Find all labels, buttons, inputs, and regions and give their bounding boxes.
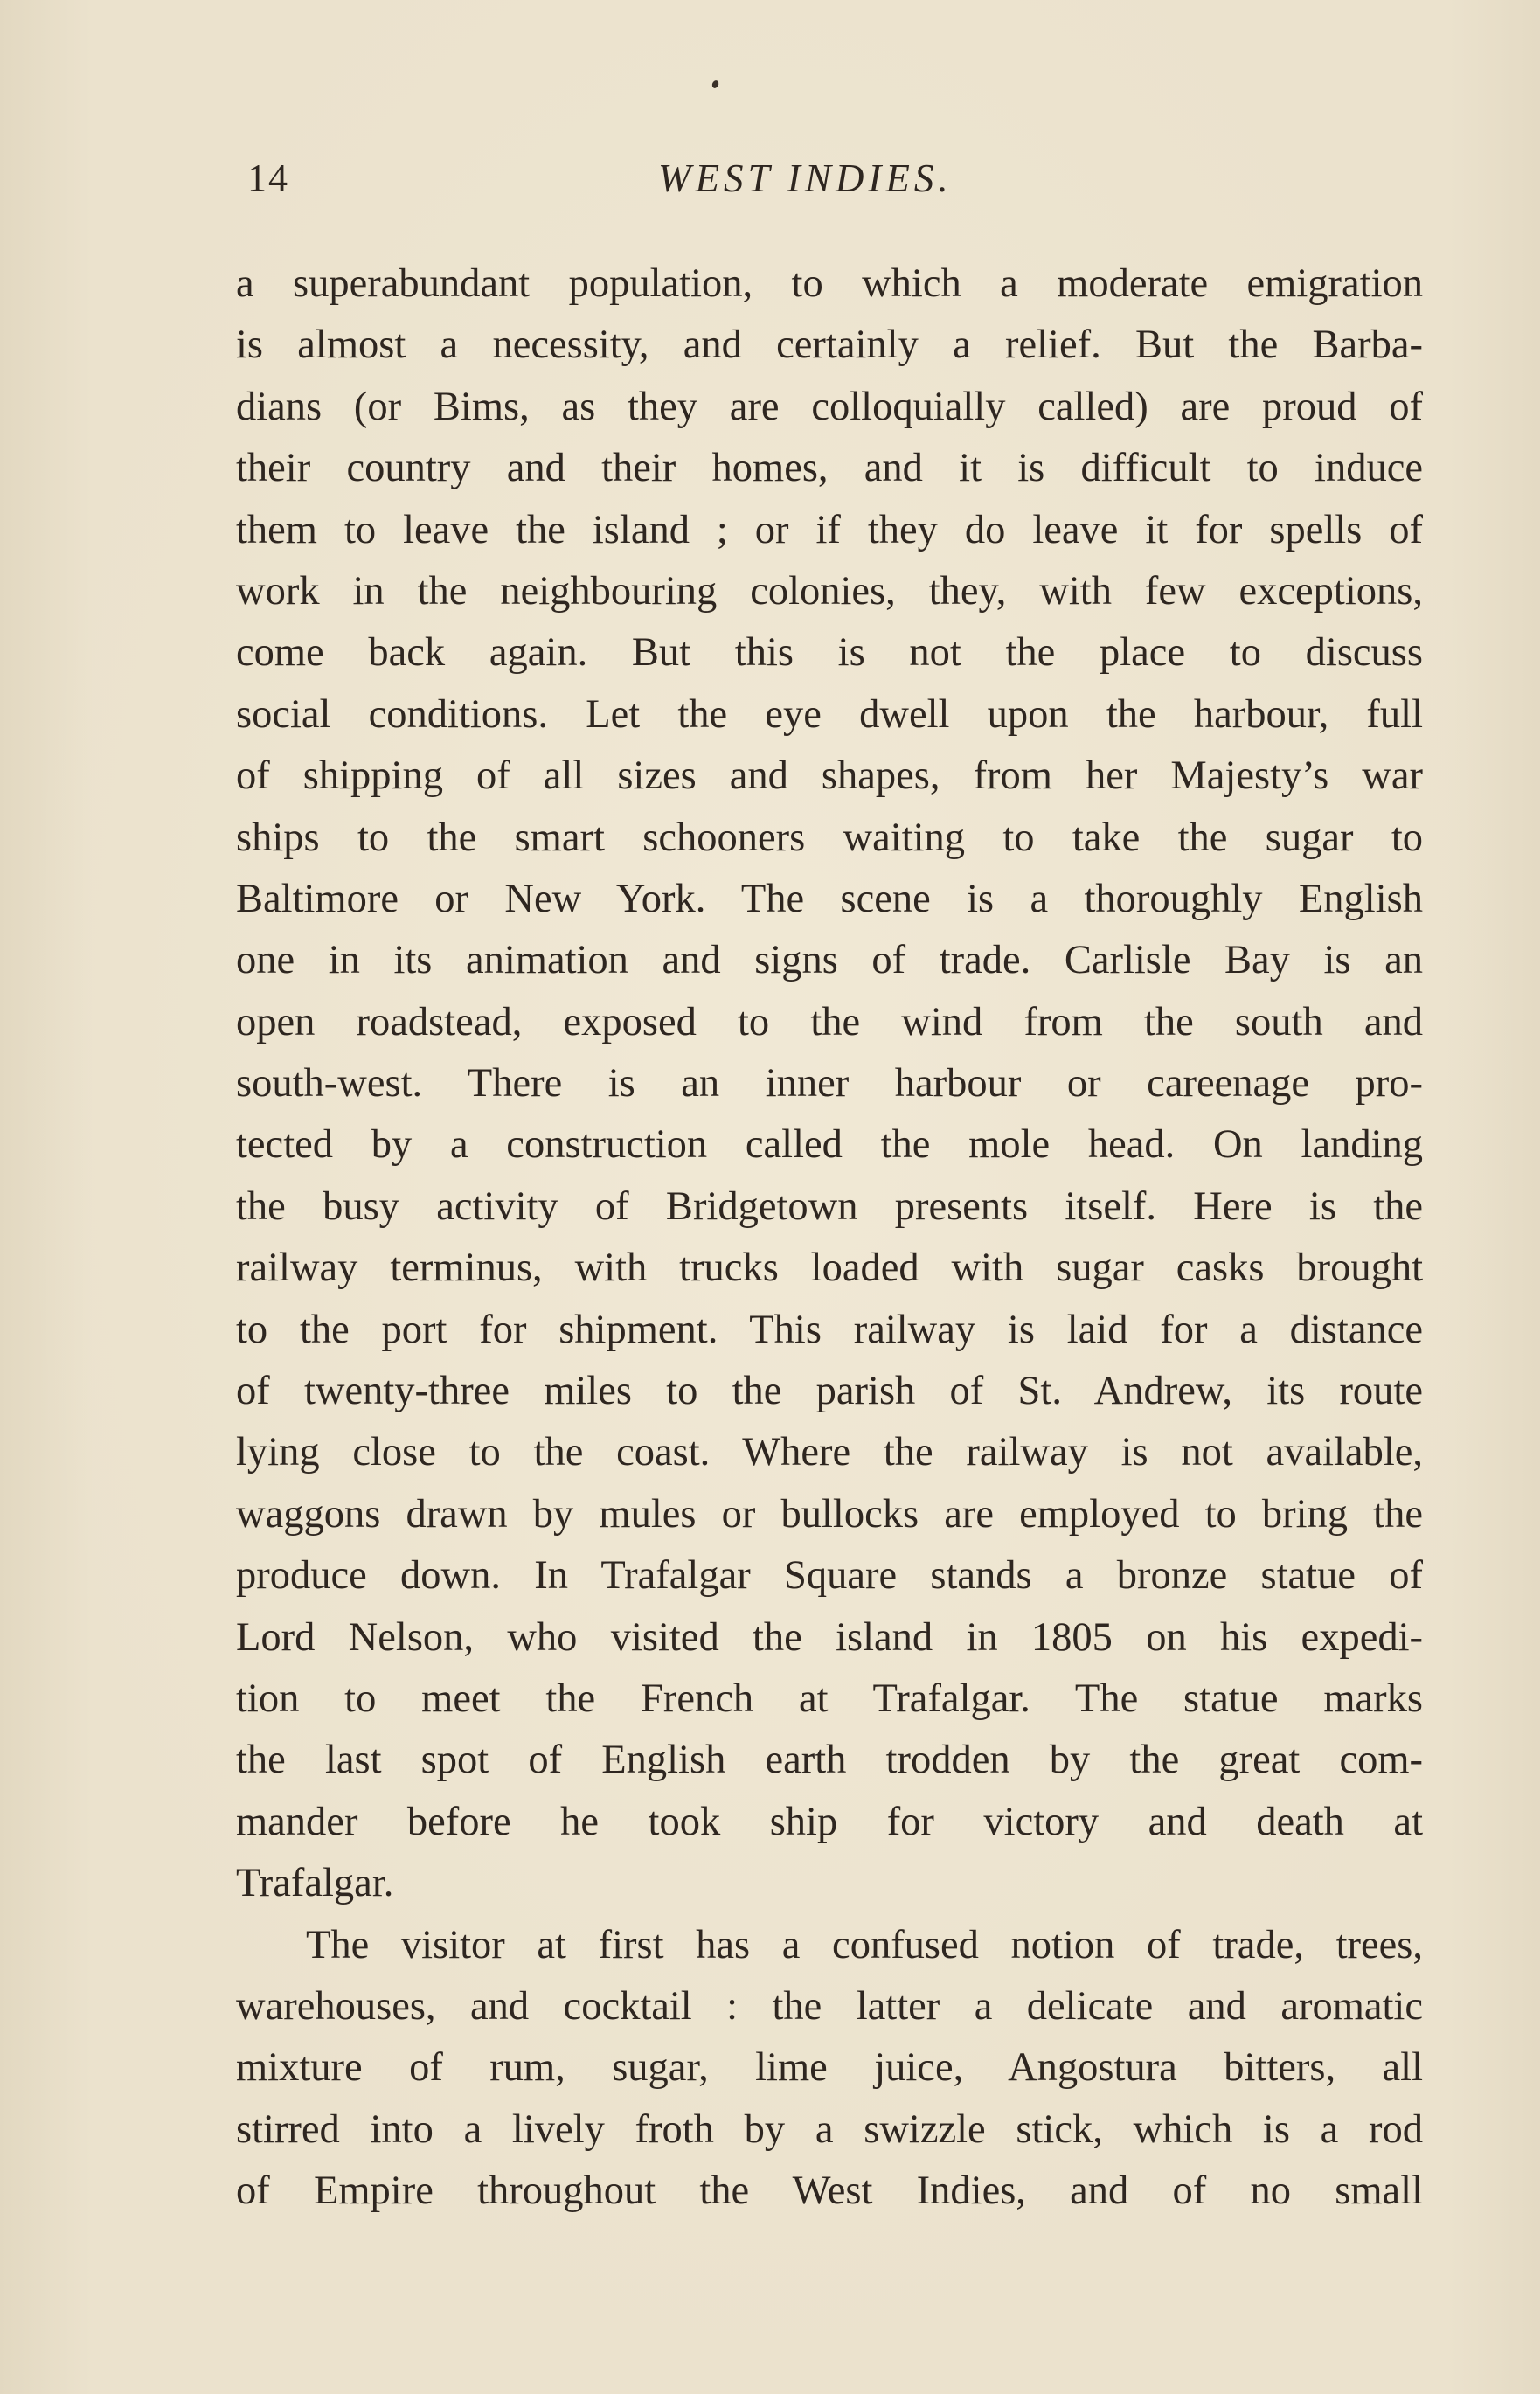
text-line: produce down. In Trafalgar Square stands a bronze statue of	[236, 1553, 1423, 1599]
page-header	[240, 156, 1412, 208]
running-title: WEST INDIES.	[658, 156, 953, 200]
text-line: of Empire throughout the West Indies, and of no small	[236, 2168, 1423, 2214]
text-line: them to leave the island ; or if they do leave it for spells of	[236, 507, 1423, 552]
text-line: their country and their homes, and it is difficult to induce	[236, 446, 1423, 491]
ink-speck	[711, 80, 719, 89]
text-line: railway terminus, with trucks loaded with sugar casks brought	[236, 1246, 1423, 1291]
text-line: lying close to the coast. Where the railway is not available,	[236, 1430, 1423, 1475]
text-line: of shipping of all sizes and shapes, from her Majesty’s war	[236, 753, 1423, 799]
text-line: tected by a construction called the mole head. On landing	[236, 1122, 1423, 1168]
text-line: Lord Nelson, who visited the island in 1805 on his expedi-	[236, 1614, 1423, 1660]
text-line: ships to the smart schooners waiting to take the sugar to	[236, 815, 1423, 860]
text-line: is almost a necessity, and certainly a relief. But the Barba-	[236, 323, 1423, 368]
text-line: warehouses, and cocktail : the latter a delicate and aromatic	[236, 1983, 1423, 2029]
text-line: south-west. There is an inner harbour or careenage pro-	[236, 1061, 1423, 1107]
paragraph-start-line: The visitor at first has a confused notion of trade, trees,	[306, 1922, 1423, 1967]
text-line: work in the neighbouring colonies, they, with few exceptions,	[236, 568, 1423, 614]
text-line: dians (or Bims, as they are colloquially called) are proud of	[236, 384, 1423, 429]
paragraph-end-line: Trafalgar.	[236, 1861, 394, 1906]
text-line: waggons drawn by mules or bullocks are employed to bring the	[236, 1491, 1423, 1537]
text-line: a superabundant population, to which a moderate emigration	[236, 261, 1423, 306]
text-line: open roadstead, exposed to the wind from the south and	[236, 999, 1423, 1044]
page-number: 14	[247, 156, 289, 199]
text-line: Baltimore or New York. The scene is a thoroughly English	[236, 876, 1423, 921]
text-line: of twenty-three miles to the parish of St. Andrew, its route	[236, 1369, 1423, 1414]
text-line: to the port for shipment. This railway is laid for a distance	[236, 1307, 1423, 1352]
text-line: the last spot of English earth trodden by the great com-	[236, 1738, 1423, 1783]
text-line: stirred into a lively froth by a swizzle stick, which is a rod	[236, 2106, 1423, 2152]
text-line: tion to meet the French at Trafalgar. The statue marks	[236, 1676, 1423, 1721]
text-line: one in its animation and signs of trade. Carlisle Bay is an	[236, 938, 1423, 983]
text-line: the busy activity of Bridgetown presents itself. Here is the	[236, 1183, 1423, 1229]
text-line: come back again. But this is not the place to discuss	[236, 630, 1423, 676]
text-line: social conditions. Let the eye dwell upon the harbour, full	[236, 691, 1423, 737]
text-line: mander before he took ship for victory and death at	[236, 1799, 1423, 1844]
text-line: mixture of rum, sugar, lime juice, Angostura bitters, all	[236, 2045, 1423, 2091]
body-text	[236, 253, 1423, 2223]
